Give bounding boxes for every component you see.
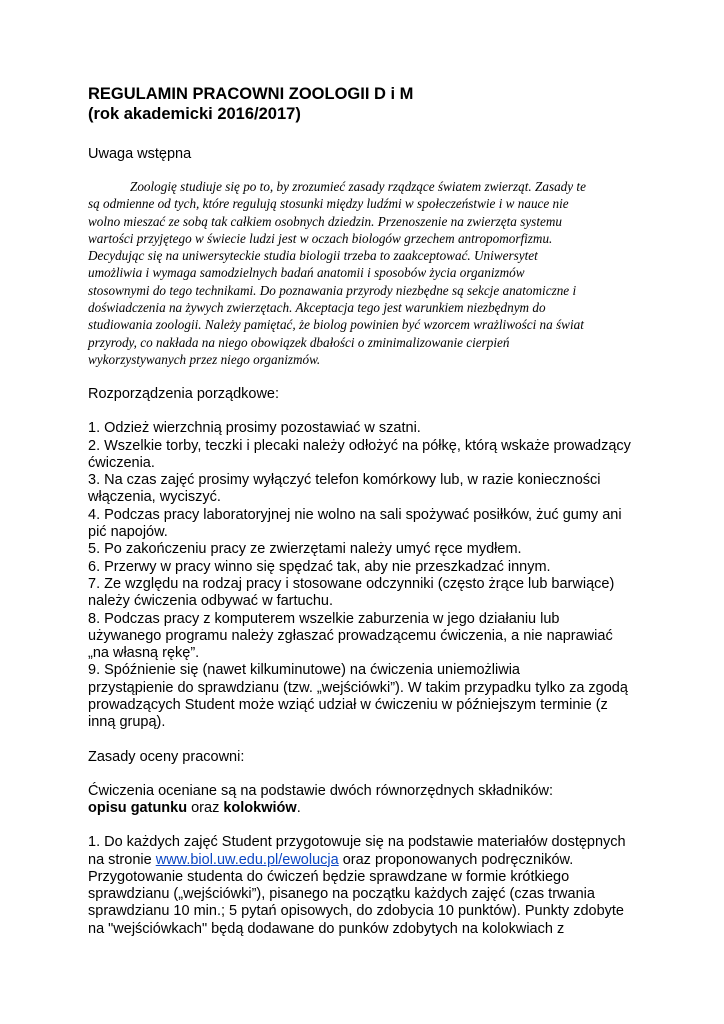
rule-line: 5. Po zakończeniu pracy ze zwierzętami należy umyć ręce mydłem. (88, 541, 522, 558)
grading-line: 1. Do każdych zajęć Student przygotowuje się na podstawie materiałów dostępnych (88, 834, 626, 851)
grading-line-suffix: oraz proponowanych podręczników. (338, 851, 574, 868)
rule-line: inną grupą). (88, 714, 166, 731)
intro-line: studiowania zoologii. Należy pamiętać, że biolog powinien być wzorcem wrażliwości na świat (88, 317, 584, 333)
document-page (88, 84, 648, 938)
grading-line (88, 852, 648, 869)
rule-line: należy ćwiczenia odbywać w fartuchu. (88, 593, 334, 610)
rule-line: 6. Przerwy w pracy winno się spędzać tak, aby nie przeszkadzać innym. (88, 558, 551, 575)
intro-line: wolno mieszać ze sobą tak całkiem osobnych dziedzin. Przenoszenie na zwierzęta systemu (88, 213, 562, 229)
component-colloquia: kolokwiów (223, 799, 297, 816)
rule-line: 7. Ze względu na rodzaj pracy i stosowane odczynniki (często żrące lub barwiące) (88, 575, 615, 592)
grading-line-prefix: na stronie (88, 851, 156, 868)
rule-line: ćwiczenia. (88, 454, 155, 471)
rule-line: prowadzących Student może wziąć udział w ćwiczeniu w późniejszym terminie (z (88, 697, 608, 714)
rule-line: 8. Podczas pracy z komputerem wszelkie zaburzenia w jego działaniu lub (88, 610, 560, 627)
grading-line: sprawdzianu 10 min.; 5 pytań opisowych, do zdobycia 10 punktów). Punkty zdobyte (88, 903, 624, 920)
document-title (88, 84, 648, 124)
grading-components-list (88, 800, 648, 817)
rules-heading: Rozporządzenia porządkowe: (88, 386, 280, 403)
rule-line: 1. Odzież wierzchnią prosimy pozostawiać w szatni. (88, 420, 421, 437)
intro-paragraph (88, 178, 640, 368)
intro-line: doświadczenia na żywych zwierzętach. Akceptacja tego jest warunkiem niezbędnym do (88, 300, 546, 316)
rule-line: 3. Na czas zajęć prosimy wyłączyć telefon komórkowy lub, w razie konieczności (88, 472, 601, 489)
rule-line: 9. Spóźnienie się (nawet kilkuminutowe) na ćwiczenia uniemożliwia (88, 662, 520, 679)
title-line-2: (rok akademicki 2016/2017) (88, 105, 301, 123)
component-connector: oraz (187, 799, 224, 816)
rule-line: używanego programu należy zgłaszać prowadzącemu ćwiczenia, a nie naprawiać (88, 627, 613, 644)
rules-list (88, 420, 648, 731)
intro-line: umożliwia i wymaga samodzielnych badań anatomii i sposobów życia organizmów (88, 265, 525, 281)
grading-line: Przygotowanie studenta do ćwiczeń będzie sprawdzane w formie krótkiego (88, 868, 570, 885)
intro-line: stosownymi do tego technikami. Do poznawania przyrody niezbędne są sekcje anatomiczne i (88, 282, 577, 298)
intro-line: przyrody, co nakłada na niego obowiązek dbałości o zminimalizowanie cierpień (88, 334, 510, 350)
title-line-1: REGULAMIN PRACOWNI ZOOLOGII D i M (88, 85, 414, 103)
intro-line: wykorzystywanych przez niego organizmów. (88, 351, 321, 367)
intro-line: są odmienne od tych, które regulują stosunki między ludźmi w społeczeństwie i w nauce nie (88, 196, 569, 212)
rule-line: przystąpienie do sprawdzianu (tzw. „wejściówki”). W takim przypadku tylko za zgodą (88, 679, 628, 696)
grading-components-intro: Ćwiczenia oceniane są na podstawie dwóch równorzędnych składników: (88, 782, 554, 799)
grading-components (88, 783, 648, 818)
grading-point-1 (88, 834, 648, 938)
intro-line: wartości przyjętego w świecie ludzi jest w oczach biologów grzechem antropomorfizmu. (88, 230, 553, 246)
rule-line: pić napojów. (88, 524, 168, 541)
grading-line: sprawdzianu („wejściówki”), pisanego na początku każdych zajęć (czas trwania (88, 886, 595, 903)
rule-line: 4. Podczas pracy laboratoryjnej nie wolno na sali spożywać posiłków, żuć gumy ani (88, 506, 622, 523)
ewolucja-link[interactable]: www.biol.uw.edu.pl/ewolucja (155, 851, 339, 868)
intro-line: Decydując się na uniwersyteckie studia biologii trzeba to zaakceptować. Uniwersytet (88, 248, 538, 264)
grading-heading: Zasady oceny pracowni: (88, 748, 245, 765)
grading-line: na "wejściówkach" będą dodawane do punków zdobytych na kolokwiach z (88, 920, 565, 937)
rule-line: włączenia, wyciszyć. (88, 489, 221, 506)
rule-line: „na własną rękę”. (88, 645, 200, 662)
component-species-description: opisu gatunku (88, 799, 188, 816)
intro-line: Zoologię studiuje się po to, by zrozumieć zasady rządzące światem zwierząt. Zasady te (130, 179, 586, 194)
component-end: . (296, 799, 301, 816)
rule-line: 2. Wszelkie torby, teczki i plecaki należy odłożyć na półkę, którą wskaże prowadzący (88, 437, 631, 454)
intro-heading: Uwaga wstępna (88, 146, 192, 162)
